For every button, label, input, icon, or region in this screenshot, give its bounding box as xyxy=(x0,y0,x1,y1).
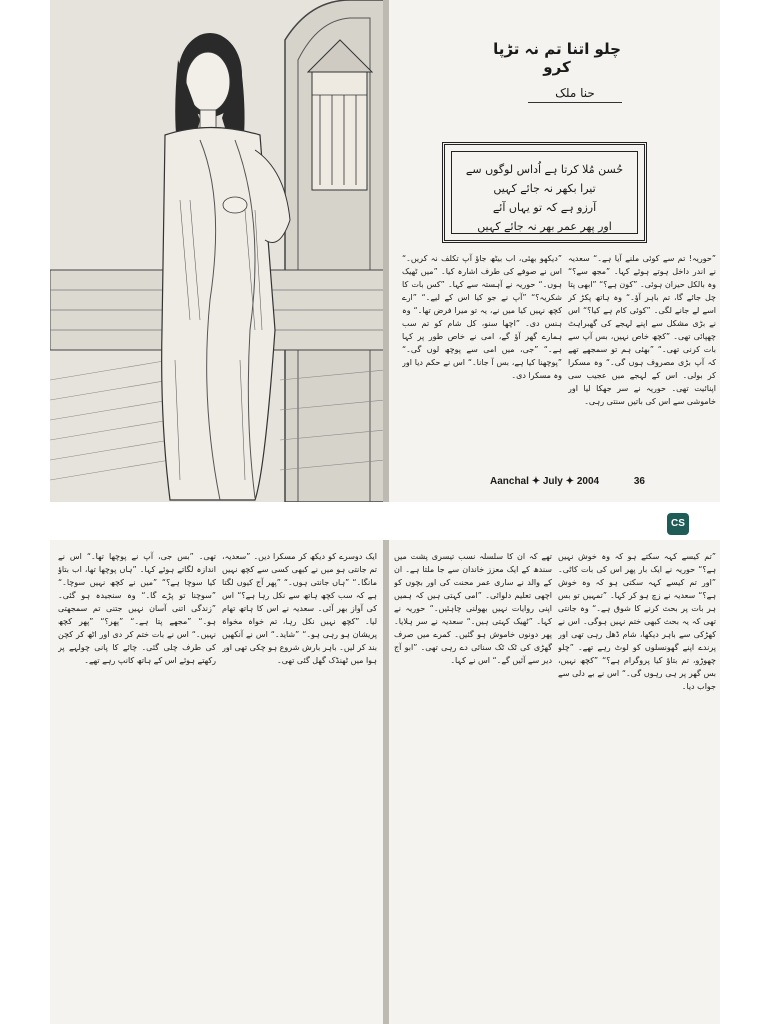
text-column: تھے کہ ان کا سلسلہ نسب تیسری پشت میں سندھ کے ایک معزز خاندان سے جا ملتا ہے۔ ان کے والد نے ساری عمر محنت کی اور بچوں کو اچھی تعلیم دلوائی۔ ”امی کہتی ہیں کہ ہمیں اپنی روایات نہیں بھولنی چاہئیں۔“ حوریہ نے کہا۔ ”ٹھیک کہتی ہیں۔“ سعدیہ نے سر ہلایا۔ پھر دونوں خاموش ہو گئیں۔ کمرے میں صرف گھڑی کی ٹک ٹک سنائی دے رہی تھی۔ ”ابو آج دیر سے آئیں گے۔“ اس نے کہا۔ xyxy=(394,552,552,665)
woman-illustration xyxy=(50,0,385,502)
magazine-spread-top xyxy=(50,0,720,502)
author-underline xyxy=(528,102,622,103)
text-column: ”دیکھو بھئی، اب بیٹھ جاؤ آپ تکلف نہ کریں۔“ اس نے صوفے کی طرف اشارہ کیا۔ ”میں ٹھیک ہوں۔“ حوریہ نے آہستہ سے کہا۔ ”کس بات کا شکریہ؟“ ”آپ نے جو کیا اس کے لیے۔“ ”ارے کچھ نہیں کیا میں نے، یہ تو میرا فرض تھا۔“ وہ ہنس دی۔ ”اچھا سنو، کل شام کو تم سب ہمارے گھر آؤ گے، امی نے خاص طور پر کہا ہے۔“ ”جی، میں امی سے پوچھ لوں گی۔“ ”پوچھنا کیا ہے، بس آ جانا۔“ اس نے حکم دیا اور وہ مسکرا دی۔ xyxy=(402,254,562,380)
poem-line: اور پھر عمر بھر نہ جائے کہیں xyxy=(477,220,612,233)
poem-text xyxy=(451,151,638,234)
issue-month: July xyxy=(542,476,563,487)
text-column: ”حوریہ! تم سے کوئی ملنے آیا ہے۔“ سعدیہ نے اندر داخل ہوتے ہوئے کہا۔ ”مجھ سے؟“ وہ بالکل حیران ہوئی۔ ”کون ہے؟“ ”ابھی پتا چل جائے گا، تم باہر آؤ۔“ وہ ہاتھ پکڑ کر اسے لے جانے لگی۔ ”کوئی کام ہے کیا؟“ اس نے بڑی مشکل سے اپنے لہجے کی گھبراہٹ چھپائی تھی۔ ”کچھ خاص نہیں، بس آپ سے بات کرنی تھی۔“ ”بھئی ہم تو سمجھے تھے کہ آپ بڑی مصروف ہوں گی۔“ وہ مسکرا کر بولی۔ اس کے لہجے میں عجیب سی اپنائیت تھی۔ حوریہ نے سر جھکا لیا اور خاموشی سے اس کی باتیں سنتی رہی۔ xyxy=(568,254,716,406)
page-footer: Aanchal ✦ July ✦ 2004 36 xyxy=(490,476,645,487)
issue-year: 2004 xyxy=(576,476,600,487)
page-number: 36 xyxy=(633,476,645,487)
text-column: ”تم کیسے کہہ سکتے ہو کہ وہ خوش نہیں ہے؟“ حوریہ نے ایک بار پھر اس کی بات کاٹی۔ ”اور تم کیسے کہہ سکتی ہو کہ وہ خوش ہے؟“ سعدیہ نے زچ ہو کر کہا۔ ”تمہیں تو بس ہر بات پر بحث کرنے کا شوق ہے۔“ وہ جانتی تھی کہ یہ بحث کبھی ختم نہیں ہوگی۔ اس نے کھڑکی سے باہر دیکھا، شام ڈھل رہی تھی اور پرندے اپنے گھونسلوں کو لوٹ رہے تھے۔ ”چلو چھوڑو، تم بتاؤ کیا پروگرام ہے؟“ ”کچھ نہیں، بس گھر پر ہی رہوں گی۔“ اس نے بے دلی سے جواب دیا۔ xyxy=(558,552,716,691)
page-gutter xyxy=(383,540,389,1024)
text-column: تھی۔ ”بس جی، آپ نے پوچھا تھا۔“ اس نے اندازہ لگاتے ہوئے کہا۔ ”ہاں پوچھا تھا، اب بتاؤ کیا سوچا ہے؟“ ”میں نے کچھ نہیں سوچا۔“ ”سوچنا تو پڑے گا۔“ وہ سنجیدہ ہو گئی۔ ”زندگی اتنی آسان نہیں جتنی تم سمجھتی ہو۔“ ”مجھے پتا ہے۔“ ”پھر؟“ ”پھر کچھ نہیں۔“ اس نے بات ختم کر دی اور اٹھ کر کچن کی طرف چلی گئی۔ چائے کا پانی چولہے پر رکھتے ہوئے اس کے ہاتھ کانپ رہے تھے۔ xyxy=(58,552,216,665)
page-gutter xyxy=(383,0,389,502)
magazine-name: Aanchal xyxy=(490,476,529,487)
author-name: حنا ملک xyxy=(555,86,595,100)
magazine-spread-bottom xyxy=(50,540,720,1024)
poem-line: حُسن مُلا کرتا ہے اُداس لوگوں سے xyxy=(465,163,624,176)
text-column: ایک دوسرے کو دیکھ کر مسکرا دیں۔ ”سعدیہ، تم جانتی ہو میں نے کبھی کسی سے کچھ نہیں مانگا۔“ ”ہاں جانتی ہوں۔“ ”پھر آج کیوں لگتا ہے کہ سب کچھ ہاتھ سے نکل رہا ہے؟“ اس کی آواز بھر آئی۔ سعدیہ نے اس کا ہاتھ تھام لیا۔ ”کچھ نہیں نکل رہا، تم خواہ مخواہ پریشان ہو رہی ہو۔“ ”شاید۔“ اس نے آنکھیں بند کر لیں۔ باہر بارش شروع ہو چکی تھی اور ہوا میں ٹھنڈک گھل گئی تھی۔ xyxy=(222,552,377,665)
poem-line: آرزو ہے کہ تو یہاں آئے xyxy=(492,201,597,214)
poem-frame xyxy=(442,142,647,243)
story-title: چلو اتنا تم نہ تڑپا کرو xyxy=(493,40,621,76)
camscanner-badge: CS xyxy=(667,513,689,535)
story-illustration xyxy=(50,0,385,502)
poem-line: تیرا بکھر نہ جائے کہیں xyxy=(493,182,596,195)
